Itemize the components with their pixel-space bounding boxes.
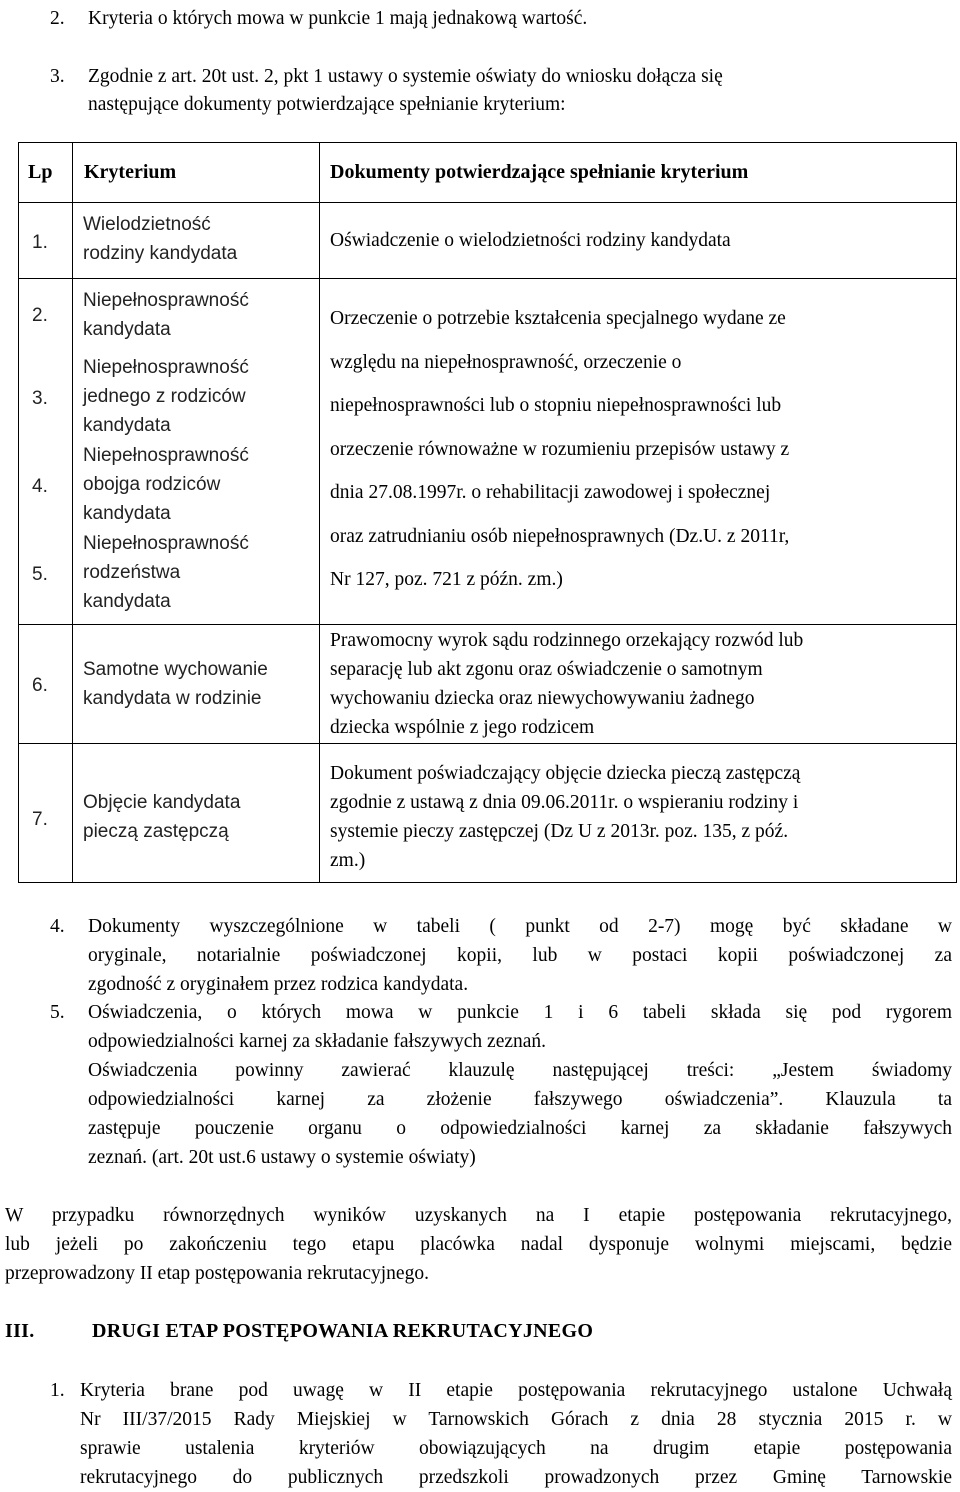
row-number-2: 2. bbox=[32, 305, 48, 326]
document-row-1: Oświadczenie o wielodzietności rodziny kandydata bbox=[330, 230, 731, 251]
section-item-1-number: 1. bbox=[50, 1380, 65, 1401]
criterion-5: Niepełnosprawność rodzeństwa kandydata bbox=[83, 533, 249, 612]
criterion-2: Niepełnosprawność kandydata bbox=[83, 290, 249, 340]
section-title: DRUGI ETAP POSTĘPOWANIA REKRUTACYJNEGO bbox=[92, 1320, 594, 1342]
header-dokumenty: Dokumenty potwierdzające spełnianie kryterium bbox=[330, 161, 749, 183]
row-number-3: 3. bbox=[32, 388, 48, 409]
item-5-number: 5. bbox=[50, 1002, 65, 1023]
table-border-left bbox=[18, 142, 19, 883]
item-3-text-line1: Zgodnie z art. 20t ust. 2, pkt 1 ustawy o systemie oświaty do wniosku dołącza się bbox=[88, 66, 723, 87]
item-4-text: Dokumenty wyszczególnione w tabeli ( punkt od 2-7) mogę być składane w oryginale, notarialnie poświadczonej kopii, lub w postaci kopii poświadczonej za zgodność z oryginałem przez rodzica kandydata. bbox=[88, 916, 952, 995]
criterion-6: Samotne wychowanie kandydata w rodzinie bbox=[83, 659, 268, 709]
row-number-7: 7. bbox=[32, 809, 48, 830]
paragraph-second-stage: W przypadku równorzędnych wyników uzyskanych na I etapie postępowania rekrutacyjnego, lub jeżeli po zakończeniu tego etapu placówka nadal dysponuje wolnymi miejscami, będzie przeprowadzony II etap postępowania rekrutacyjnego. bbox=[5, 1205, 952, 1284]
table-border-right bbox=[956, 142, 957, 883]
item-2-number: 2. bbox=[50, 8, 65, 29]
section-item-1-text: Kryteria brane pod uwagę w II etapie postępowania rekrutacyjnego ustalone Uchwałą Nr III/37/2015 Rady Miejskiej w Tarnowskich Górach z dnia 28 stycznia 2015 r. w sprawie ustalenia kryteriów obowiązujących na drugim etapie postępowania rekrutacyjnego do publicznych przedszkoli prowadzonych przez Gminę Tarnowskie bbox=[80, 1380, 952, 1488]
document-row-7: Dokument poświadczający objęcie dziecka pieczą zastępczą zgodnie z ustawą z dnia 09.06.2011r. o wspieraniu rodziny i systemie pieczy zastępczej (Dz U z 2013r. poz. 135, z póź. zm.) bbox=[330, 763, 801, 871]
row-number-5: 5. bbox=[32, 564, 48, 585]
table-column-divider bbox=[72, 142, 73, 883]
criterion-3: Niepełnosprawność jednego z rodziców kandydata bbox=[83, 357, 249, 436]
row-number-1: 1. bbox=[32, 232, 48, 253]
criteria-table bbox=[18, 142, 957, 883]
row-number-6: 6. bbox=[32, 675, 48, 696]
header-lp: Lp bbox=[28, 161, 53, 183]
table-row-divider bbox=[18, 202, 957, 203]
item-3-number: 3. bbox=[50, 66, 65, 87]
table-border-top bbox=[18, 142, 957, 143]
criterion-4: Niepełnosprawność obojga rodziców kandydata bbox=[83, 445, 249, 524]
item-3-text-line2: następujące dokumenty potwierdzające spełnianie kryterium: bbox=[88, 94, 566, 115]
item-4-number: 4. bbox=[50, 916, 65, 937]
row-number-4: 4. bbox=[32, 476, 48, 497]
document-rows-2-5: Orzeczenie o potrzebie kształcenia specjalnego wydane ze względu na niepełnosprawność, orzeczenie o niepełnosprawności lub o stopniu niepełnosprawności lub orzeczenie równoważne w rozumieniu przepisów ustawy z dnia 27.08.1997r. o rehabilitacji zawodowej i społecznej oraz zatrudnianiu osób niepełnosprawnych (Dz.U. z 2011r, Nr 127, poz. 721 z późn. zm.) bbox=[330, 308, 790, 590]
header-kryterium: Kryterium bbox=[84, 161, 177, 183]
section-number: III. bbox=[5, 1320, 35, 1342]
criterion-7: Objęcie kandydata pieczą zastępczą bbox=[83, 792, 241, 842]
table-row-divider bbox=[18, 743, 957, 744]
document-row-6: Prawomocny wyrok sądu rodzinnego orzekający rozwód lub separację lub akt zgonu oraz oświadczenie o samotnym wychowaniu dziecka oraz niewychowywaniu żadnego dziecka wspólnie z jego rodzicem bbox=[330, 630, 804, 738]
item-2-text: Kryteria o których mowa w punkcie 1 mają jednakową wartość. bbox=[88, 8, 588, 29]
table-row-divider bbox=[18, 624, 957, 625]
item-5-text: Oświadczenia, o których mowa w punkcie 1 i 6 tabeli składa się pod rygorem odpowiedzialności karnej za składanie fałszywych zeznań. Oświadczenia powinny zawierać klauzulę następującej treści: „Jestem świadomy odpowiedzialności karnej za złożenie fałszywego oświadczenia”. Klauzula ta zastępuje pouczenie organu o odpowiedzialności karnej za składanie fałszywych zeznań. (art. 20t ust.6 ustawy o systemie oświaty) bbox=[88, 1002, 952, 1168]
table-column-divider bbox=[319, 142, 320, 883]
table-row-divider bbox=[18, 278, 957, 279]
table-border-bottom bbox=[18, 882, 957, 883]
criterion-1: Wielodzietność rodziny kandydata bbox=[83, 214, 238, 264]
